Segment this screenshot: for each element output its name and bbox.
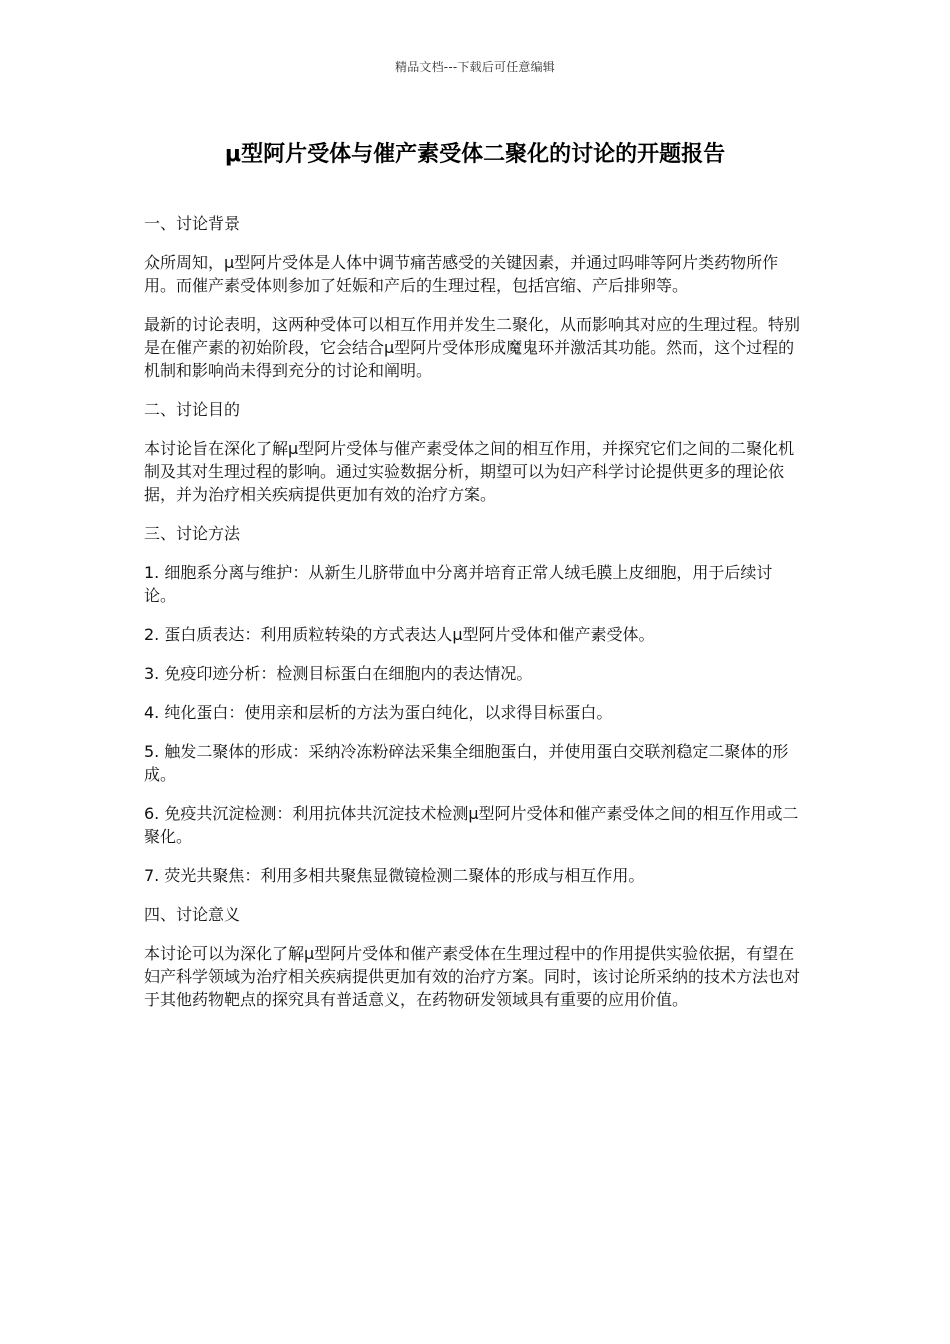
section-heading-significance: 四、讨论意义	[144, 905, 241, 924]
section-heading-purpose: 二、讨论目的	[144, 400, 241, 419]
method-item-5: 5. 触发二聚体的形成：采纳冷冻粉碎法采集全细胞蛋白，并使用蛋白交联剂稳定二聚体的形成。	[144, 742, 789, 784]
document-body	[144, 212, 804, 1027]
method-item-6: 6. 免疫共沉淀检测：利用抗体共沉淀技术检测μ型阿片受体和催产素受体之间的相互作用或二聚化。	[144, 804, 799, 846]
header-note: 精品文档---下载后可任意编辑	[395, 60, 555, 74]
significance-paragraph: 本讨论可以为深化了解μ型阿片受体和催产素受体在生理过程中的作用提供实验依据，有望在妇产科学领域为治疗相关疾病提供更加有效的治疗方案。同时，该讨论所采纳的技术方法也对于其他药物靶点的探究具有普适意义，在药物研发领域具有重要的应用价值。	[144, 944, 801, 1009]
method-item-3: 3. 免疫印迹分析：检测目标蛋白在细胞内的表达情况。	[144, 664, 533, 683]
section-heading-methods: 三、讨论方法	[144, 524, 241, 543]
method-item-1: 1. 细胞系分离与维护：从新生儿脐带血中分离并培育正常人绒毛膜上皮细胞，用于后续讨论。	[144, 563, 773, 605]
document-title: μ型阿片受体与催产素受体二聚化的讨论的开题报告	[224, 142, 726, 167]
section-heading-background: 一、讨论背景	[144, 214, 241, 233]
background-paragraph-2: 最新的讨论表明，这两种受体可以相互作用并发生二聚化，从而影响其对应的生理过程。特别是在催产素的初始阶段，它会结合μ型阿片受体形成魔鬼环并激活其功能。然而，这个过程的机制和影响尚未得到充分的讨论和阐明。	[144, 315, 801, 380]
method-item-4: 4. 纯化蛋白：使用亲和层析的方法为蛋白纯化，以求得目标蛋白。	[144, 703, 613, 722]
background-paragraph-1: 众所周知，μ型阿片受体是人体中调节痛苦感受的关键因素，并通过吗啡等阿片类药物所作用。而催产素受体则参加了妊娠和产后的生理过程，包括宫缩、产后排卵等。	[144, 253, 779, 295]
purpose-paragraph: 本讨论旨在深化了解μ型阿片受体与催产素受体之间的相互作用，并探究它们之间的二聚化机制及其对生理过程的影响。通过实验数据分析，期望可以为妇产科学讨论提供更多的理论依据，并为治疗相关疾病提供更加有效的治疗方案。	[144, 439, 795, 504]
method-item-2: 2. 蛋白质表达：利用质粒转染的方式表达人μ型阿片受体和催产素受体。	[144, 625, 655, 644]
method-item-7: 7. 荧光共聚焦：利用多相共聚焦显微镜检测二聚体的形成与相互作用。	[144, 866, 645, 885]
